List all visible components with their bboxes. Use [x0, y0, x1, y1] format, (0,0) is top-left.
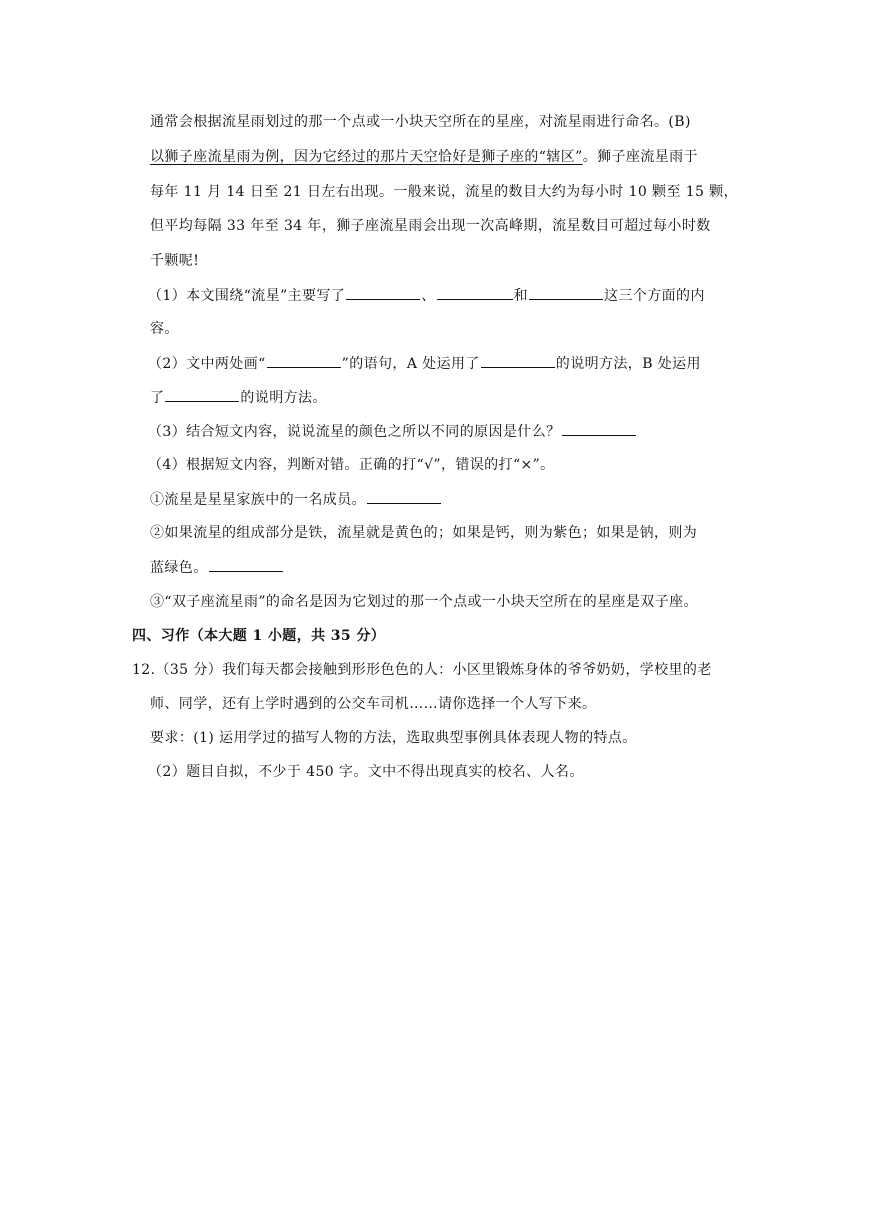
- requirement-2: （2）题目自拟，不少于 450 字。文中不得出现真实的校名、人名。: [148, 764, 584, 780]
- question-2: （2）文中两处画“ ”的语句，A 处运用了 的说明方法，B 处运用: [148, 353, 701, 374]
- passage-line-3: 每年 11 月 14 日至 21 日左右出现。一般来说，流星的数目大约为每小时 10 颗至 15 颗，: [150, 184, 738, 200]
- question-4-item-2: ②如果流星的组成部分是铁，流星就是黄色的；如果是钙，则为紫色；如果是钠，则为: [150, 525, 698, 541]
- passage-line-1: 通常会根据流星雨划过的那一个点或一小块天空所在的星座，对流星雨进行命名。(B): [150, 114, 691, 130]
- question-4-item-3: ③“双子座流星雨”的命名是因为它划过的那一个点或一小块天空所在的星座是双子座。: [150, 594, 698, 610]
- question-2-cont: 了 的说明方法。: [150, 387, 327, 408]
- answer-blank-3[interactable]: [562, 421, 636, 436]
- question-4: （4）根据短文内容，判断对错。正确的打“√”，错误的打“×”。: [148, 457, 555, 473]
- answer-blank-1c[interactable]: [529, 285, 603, 300]
- question-4-item-2-cont: 蓝绿色。: [150, 557, 284, 578]
- passage-line-5: 千颗呢!: [150, 253, 200, 269]
- answer-blank-2b[interactable]: [481, 353, 555, 368]
- answer-blank-4-1[interactable]: [367, 489, 441, 504]
- question-1-cont: 容。: [150, 321, 179, 337]
- passage-line-2: [150, 147, 698, 167]
- answer-blank-1b[interactable]: [437, 285, 513, 300]
- question-12-cont: 师、同学，还有上学时遇到的公交车司机……请你选择一个人写下来。: [150, 696, 597, 712]
- requirement-1: 要求：(1) 运用学过的描写人物的方法，选取典型事例具体表现人物的特点。: [150, 730, 637, 746]
- answer-blank-2a[interactable]: [267, 353, 341, 368]
- passage-line-2-rest: 。狮子座流星雨于: [582, 149, 698, 165]
- passage-line-4: 但平均每隔 33 年至 34 年，狮子座流星雨会出现一次高峰期，流星数目可超过每小时数: [150, 218, 711, 234]
- answer-blank-4-2[interactable]: [209, 557, 283, 572]
- question-1: （1）本文围绕“流星”主要写了 、 和 这三个方面的内: [148, 285, 705, 306]
- section-heading: 四、习作（本大题 1 小题，共 35 分）: [132, 628, 386, 644]
- question-12: 12.（35 分）我们每天都会接触到形形色色的人：小区里锻炼身体的爷爷奶奶，学校里的老: [132, 662, 712, 678]
- question-4-item-1: ①流星是星星家族中的一名成员。: [150, 489, 442, 510]
- answer-blank-1a[interactable]: [346, 285, 420, 300]
- answer-blank-2c[interactable]: [165, 387, 239, 402]
- question-3: （3）结合短文内容，说说流星的颜色之所以不同的原因是什么？: [148, 421, 637, 442]
- underlined-sentence-b: 以狮子座流星雨为例，因为它经过的那片天空恰好是狮子座的“辖区”: [150, 149, 583, 165]
